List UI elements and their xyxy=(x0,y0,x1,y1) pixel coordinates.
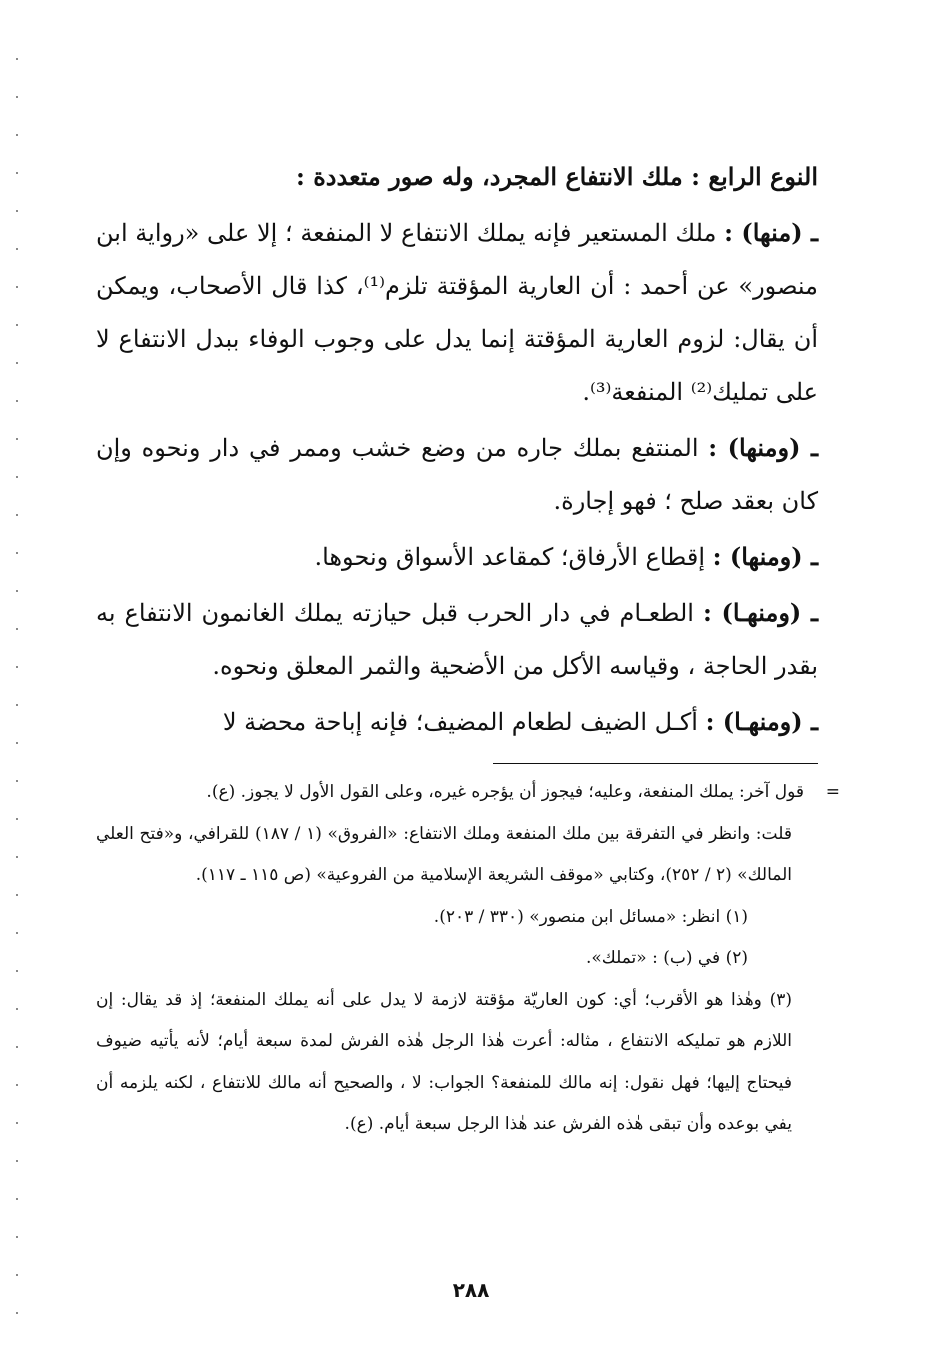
paragraph-body: ملك المستعير فإنه يملك الانتفاع لا المنفعة ؛ إلا على «رواية ابن منصور» عن أحمد : أن العارية المؤقتة تلزم⁽¹⁾، كذا قال الأصحاب، ويمكن أن يقال: لزوم العارية المؤقتة إنما يدل على وجوب الوفاء ببدل الانتفاع لا على تمليك⁽²⁾ المنفعة⁽³⁾. xyxy=(96,219,818,406)
footnotes xyxy=(96,772,840,1146)
section-heading xyxy=(96,150,818,204)
page-number: ٢٨٨ xyxy=(452,1278,490,1302)
paragraph-body: المنتفع بملك جاره من وضع خشب وممر في دار ونحوه وإن كان بعقد صلح ؛ فهو إجارة. xyxy=(96,434,818,515)
main-text xyxy=(96,150,818,749)
paragraph-3 xyxy=(96,530,818,584)
paragraph-lead: ـ (ومنهـا) : xyxy=(702,598,818,627)
footnote-2: (٢) في (ب) : «تملك». xyxy=(585,948,748,968)
paragraph-5 xyxy=(96,695,818,749)
paragraph-lead: ـ (ومنهـا) : xyxy=(705,707,818,736)
footnote-3: (٣) وهٰذا هو الأقرب؛ أي: كون العاريّة مؤقتة لازمة لا يدل على أنه يملك المنفعة؛ إذ قد يقال: إن اللازم هو تمليكه الانتفاع ، مثاله: أعرت هٰذا الرجل هٰذه الفرش لمدة سبعة أيام؛ لأنه يأتيه ضيوف فيحتاج إليها؛ فهل نقول: إنه مالك للمنفعة؟ الجواب: لا ، والصحيح أنه مالك للانتفاع ، لكنه يلزمه أن يفي بوعده وأن تبقى هٰذه الفرش عند هٰذا الرجل سبعة أيام. (ع). xyxy=(96,989,792,1134)
paragraph-body: إقطاع الأرفاق؛ كمقاعد الأسواق ونحوها. xyxy=(314,543,713,571)
paragraph-lead: ـ (منها) : xyxy=(724,218,818,247)
continuation-marker: = xyxy=(825,782,840,802)
heading-text: النوع الرابع : ملك الانتفاع المجرد، وله صور متعددة : xyxy=(296,162,818,191)
paragraph-4 xyxy=(96,586,818,693)
paragraph-2 xyxy=(96,421,818,528)
paragraph-body: أكـل الضيف لطعام المضيف؛ فإنه إباحة محضة لا xyxy=(222,708,706,736)
paragraph-lead: ـ (ومنها) : xyxy=(712,542,818,571)
book-page xyxy=(96,150,840,1146)
paragraph-lead: ـ (ومنها) : xyxy=(708,433,818,462)
page-edge-dots xyxy=(14,40,20,1340)
paragraph-1 xyxy=(96,206,818,419)
footnote-continuation xyxy=(96,772,840,814)
footnote-qult: قلت: وانظر في التفرقة بين ملك المنفعة وملك الانتفاع: «الفروق» (١ / ١٨٧) للقرافي، و«فتح العلي المالك» (٢ / ٢٥٢)، وكتابي «موقف الشريعة الإسلامية من الفروعية» (ص ١١٥ ـ ١١٧). xyxy=(96,823,792,885)
footnote-continuation-text: قول آخر: يملك المنفعة، وعليه؛ فيجوز أن يؤجره غيره، وعلى القول الأول لا يجوز. (ع). xyxy=(206,782,804,802)
footnote-divider xyxy=(493,763,818,764)
paragraph-body: الطعـام في دار الحرب قبل حيازته يملك الغانمون الانتفاع به بقدر الحاجة ، وقياسه الأكل من الأضحية والثمر المعلق ونحوه. xyxy=(96,599,818,680)
footnote-1: (١) انظر: «مسائل ابن منصور» (٣٣٠ / ٢٠٣). xyxy=(433,906,748,927)
